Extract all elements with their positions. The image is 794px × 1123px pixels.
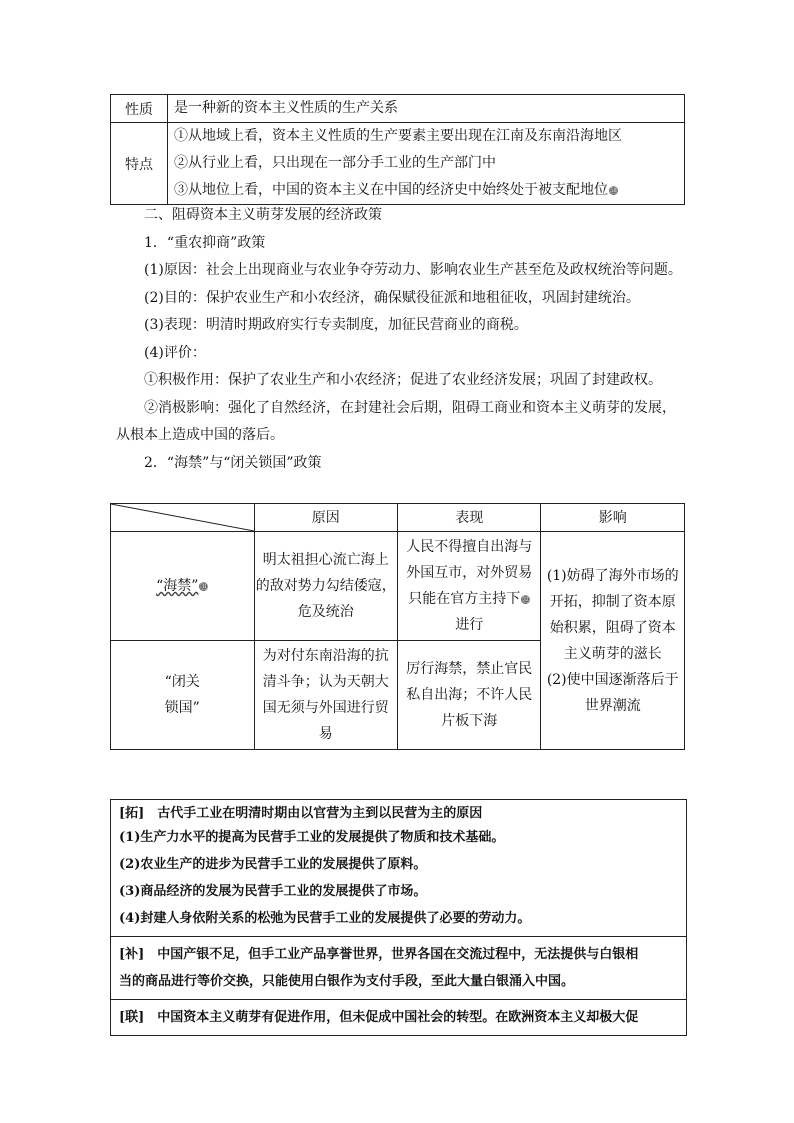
features-label: 特点 <box>111 123 168 205</box>
subsection-title-1: 1．“重农抑商”政策 <box>144 235 266 251</box>
header-impact: 影响 <box>541 504 685 532</box>
row-label-biguan: “闭关 锁国” <box>111 641 255 750</box>
policy-table <box>110 503 685 750</box>
text-line: ①积极作用：保护了农业生产和小农经济；促进了农业经济发展；巩固了封建政权。 <box>144 372 662 388</box>
header-manifest: 表现 <box>397 504 540 532</box>
text-line: (4)评价： <box>144 345 206 361</box>
header-reason: 原因 <box>254 504 397 532</box>
text-line: (1)原因：社会上出现商业与农业争夺劳动力、影响农业生产甚至危及政权统治等问题。 <box>144 262 682 278</box>
nature-label: 性质 <box>111 95 168 123</box>
cell-impact: (1)妨碍了海外市场的 开拓，抑制了资本原 始积累，阻碍了资本 主义萌芽的滋长 (2)使中国逐渐落后于 世界潮流 <box>541 532 685 750</box>
feature-item: ②从行业上看，只出现在一部分手工业的生产部门中 <box>174 155 496 171</box>
capitalism-table <box>110 94 685 205</box>
feature-item: ③从地位上看，中国的资本主义在中国的经济史中始终处于被支配地位 ㊿ <box>174 182 618 198</box>
text-line: ②消极影响：强化了自然经济，在封建社会后期，阻碍工商业和资本主义萌芽的发展， <box>144 400 676 416</box>
cell-reason: 明太祖担心流亡海上 的敌对势力勾结倭寇， 危及统治 <box>254 532 397 641</box>
notes-box <box>110 799 687 1036</box>
row-label-haijin: “海禁” ㉛ <box>111 532 255 641</box>
nature-value: 是一种新的资本主义性质的生产关系 <box>168 95 685 123</box>
section-title: 二、阻碍资本主义萌芽发展的经济政策 <box>144 207 382 223</box>
feature-item: ①从地域上看，资本主义性质的生产要素主要出现在江南及东南沿海地区 <box>174 128 622 144</box>
annotation-mark-icon: ㉛ <box>199 581 208 591</box>
features-cell <box>168 123 685 205</box>
cell-reason: 为对付东南沿海的抗 清斗争；认为天朝大 国无须与外国进行贸 易 <box>254 641 397 750</box>
text-line: (2)目的：保护农业生产和小农经济，确保赋役征派和地租征收，巩固封建统治。 <box>144 290 640 306</box>
note-link: [联] 中国资本主义萌芽有促进作用，但未促成中国社会的转型。在欧洲资本主义却极大促 <box>119 1010 639 1025</box>
annotation-mark-icon: ㊿ <box>609 185 618 195</box>
subsection-title-2: 2．“海禁”与“闭关锁国”政策 <box>144 455 322 471</box>
corner-cell <box>111 504 255 532</box>
note-expand: [拓] 古代手工业在明清时期由以官营为主到以民营为主的原因 (1)生产力水平的提高为民营手工业的发展提供了物质和技术基础。 (2)农业生产的进步为民营手工业的发展提供了原料。 (3)商品经济的发展为民营手工业的发展提供了市场。 (4)封建人身依附关系的松弛为民营手工业的发展提供了必要的劳动力。 <box>111 800 686 937</box>
annotation-mark-icon: ㉜ <box>521 594 530 604</box>
cell-manifest: 厉行海禁，禁止官民 私自出海；不许人民 片板下海 <box>397 641 540 750</box>
cell-manifest: 人民不得擅自出海与 外国互市，对外贸易 只能在官方主持下 ㉜ 进行 <box>397 532 540 641</box>
note-supplement: [补] 中国产银不足，但手工业产品享誉世界，世界各国在交流过程中，无法提供与白银相 当的商品进行等价交换，只能使用白银作为支付手段，至此大量白银涌入中国。 <box>111 937 686 1000</box>
diagonal-line-icon <box>111 504 254 531</box>
text-line: (3)表现：明清时期政府实行专卖制度，加征民营商业的商税。 <box>144 317 528 333</box>
text-line: 从根本上造成中国的落后。 <box>116 427 284 443</box>
